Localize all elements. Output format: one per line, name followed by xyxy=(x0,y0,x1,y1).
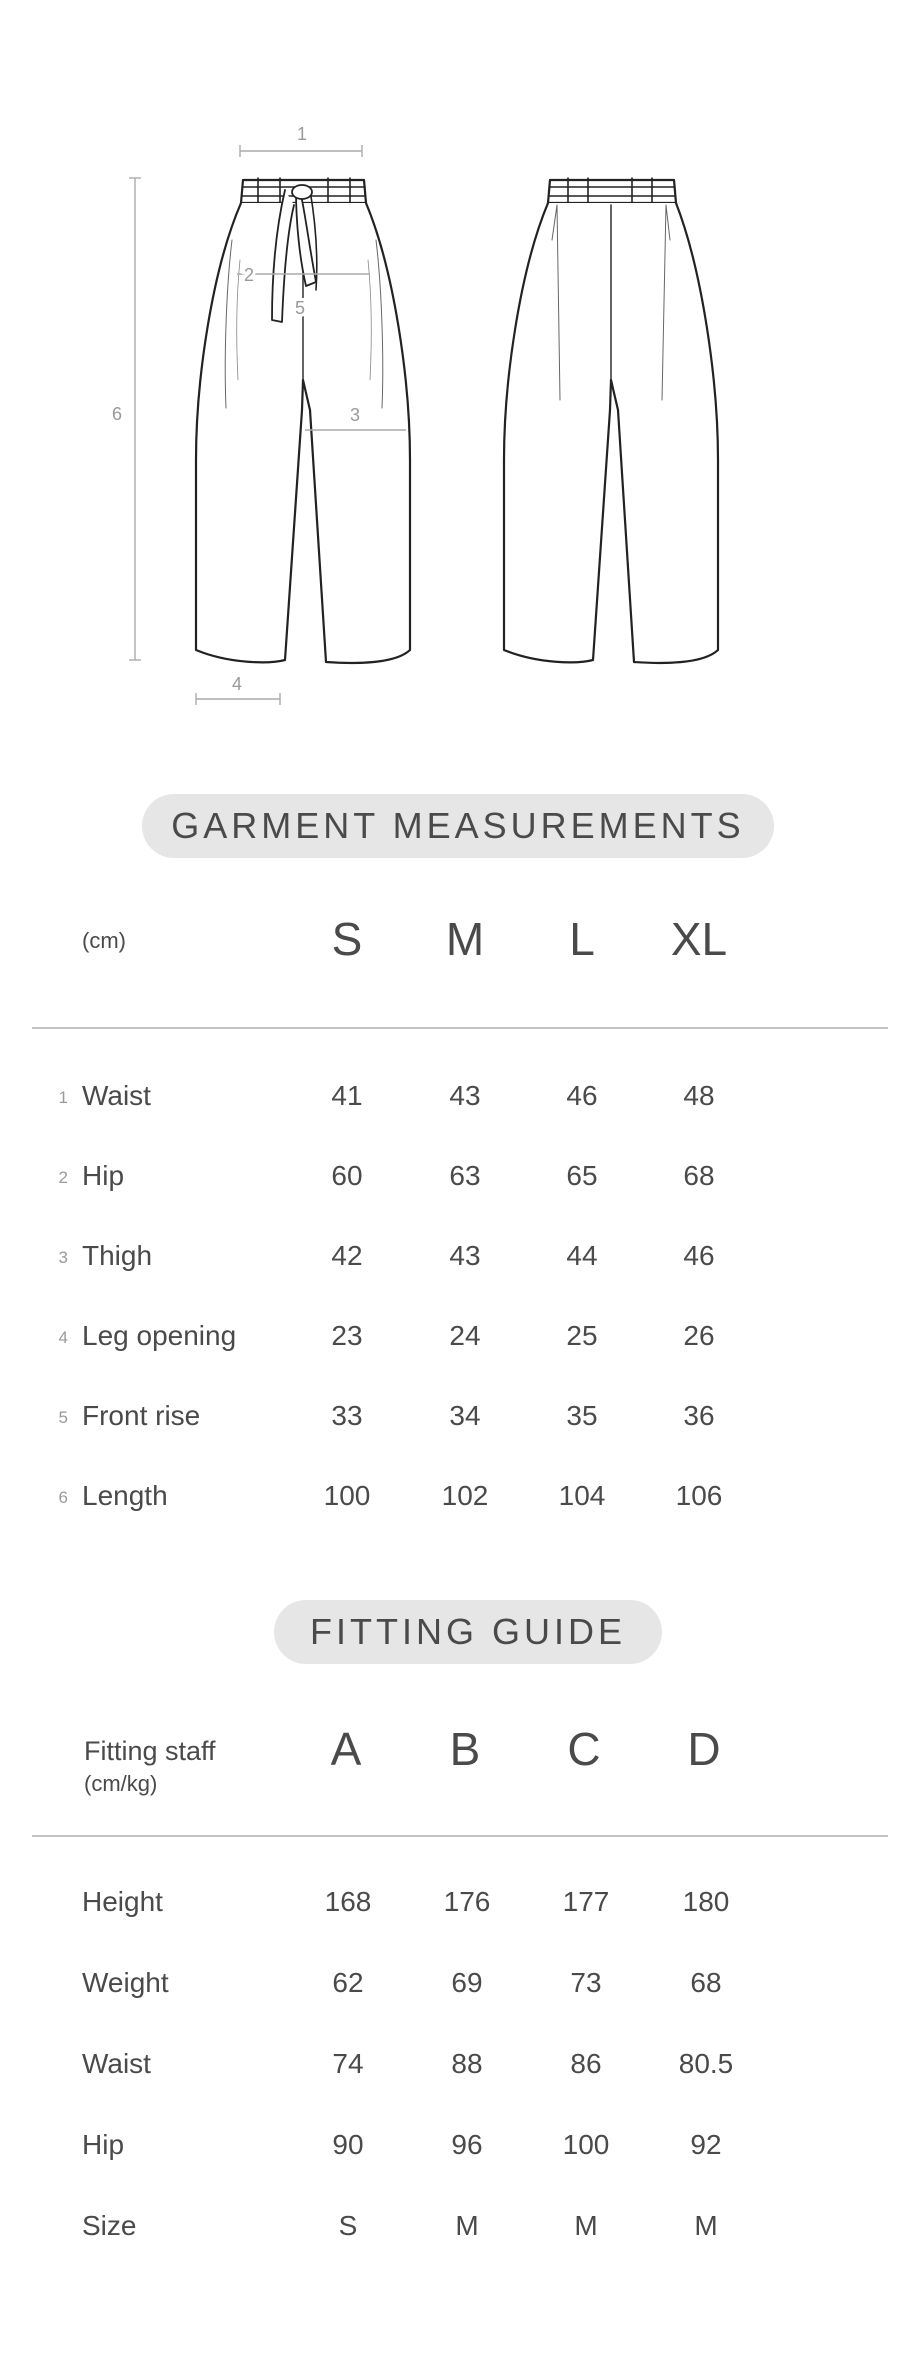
measurement-value: 35 xyxy=(566,1400,598,1431)
garment-row xyxy=(0,1074,917,1134)
fitting-label: Size xyxy=(82,2210,137,2241)
measurement-value: 43 xyxy=(449,1080,481,1111)
fitting-value: 177 xyxy=(562,1886,610,1917)
fitting-unit-label-line2: (cm/kg) xyxy=(84,1771,158,1796)
fitting-value: 68 xyxy=(690,1967,722,1998)
staff-header-c: C xyxy=(567,1723,601,1775)
fitting-value: 180 xyxy=(682,1886,730,1917)
measurement-value: 41 xyxy=(331,1080,363,1111)
measurement-value: 43 xyxy=(449,1240,481,1271)
measurement-number: 6 xyxy=(58,1488,68,1507)
measurement-label: Leg opening xyxy=(82,1320,237,1351)
measurement-value: 65 xyxy=(566,1160,598,1191)
measurement-value: 42 xyxy=(331,1240,363,1271)
measurement-value: 68 xyxy=(683,1160,715,1191)
staff-header-a: A xyxy=(330,1723,362,1775)
pants-back-view xyxy=(504,178,718,663)
fitting-row xyxy=(0,1961,917,2021)
fitting-divider xyxy=(32,1835,888,1837)
fitting-value: M xyxy=(694,2210,718,2241)
garment-row xyxy=(0,1474,917,1534)
measurement-value: 104 xyxy=(558,1480,606,1511)
measurement-label: Front rise xyxy=(82,1400,201,1431)
measurement-value: 33 xyxy=(331,1400,363,1431)
fitting-label: Weight xyxy=(82,1967,169,1998)
fitting-value: 80.5 xyxy=(678,2048,734,2079)
fitting-value: 62 xyxy=(332,1967,364,1998)
fitting-value: 100 xyxy=(562,2129,610,2160)
measurement-value: 63 xyxy=(449,1160,481,1191)
measurement-value: 25 xyxy=(566,1320,598,1351)
dimension-label-2: 2 xyxy=(243,265,255,285)
fitting-label: Height xyxy=(82,1886,163,1917)
measurement-value: 44 xyxy=(566,1240,598,1271)
measurement-label: Waist xyxy=(82,1080,151,1111)
measurement-value: 36 xyxy=(683,1400,715,1431)
measurement-label: Thigh xyxy=(82,1240,153,1271)
measurement-value: 60 xyxy=(331,1160,363,1191)
pants-front-view xyxy=(196,178,410,663)
dimension-label-5: 5 xyxy=(294,298,306,318)
staff-header-b: B xyxy=(449,1723,481,1775)
measurement-value: 34 xyxy=(449,1400,481,1431)
pants-diagram xyxy=(0,0,917,740)
garment-unit-label: (cm) xyxy=(82,928,126,953)
measurement-value: 100 xyxy=(323,1480,371,1511)
measurement-number: 5 xyxy=(58,1408,68,1427)
fitting-unit-label-line1: Fitting staff xyxy=(84,1736,216,1766)
staff-header-d: D xyxy=(687,1723,721,1775)
fitting-label: Waist xyxy=(82,2048,151,2079)
measurement-value: 46 xyxy=(566,1080,598,1111)
measurement-label: Hip xyxy=(82,1160,125,1191)
measurement-value: 24 xyxy=(449,1320,481,1351)
fitting-value: 73 xyxy=(570,1967,602,1998)
fitting-value: 88 xyxy=(451,2048,483,2079)
fitting-value: M xyxy=(574,2210,598,2241)
dimension-label-4: 4 xyxy=(231,674,243,694)
fitting-value: 96 xyxy=(451,2129,483,2160)
fitting-row xyxy=(0,1880,917,1940)
garment-row xyxy=(0,1234,917,1294)
garment-measurements-title: GARMENT MEASUREMENTS xyxy=(142,794,774,858)
size-header-s: S xyxy=(331,913,363,965)
size-header-m: M xyxy=(445,913,485,965)
fitting-label: Hip xyxy=(82,2129,125,2160)
fitting-row xyxy=(0,2042,917,2102)
garment-row xyxy=(0,1154,917,1214)
fitting-value: 74 xyxy=(332,2048,364,2079)
dimension-label-3: 3 xyxy=(349,405,361,425)
measurement-label: Length xyxy=(82,1480,168,1511)
fitting-value: 90 xyxy=(332,2129,364,2160)
garment-row xyxy=(0,1394,917,1454)
fitting-row xyxy=(0,2123,917,2183)
fitting-value: M xyxy=(455,2210,479,2241)
size-header-xl: XL xyxy=(670,913,728,965)
fitting-value: 92 xyxy=(690,2129,722,2160)
measurement-number: 3 xyxy=(58,1248,68,1267)
fitting-value: 86 xyxy=(570,2048,602,2079)
fitting-value: 168 xyxy=(324,1886,372,1917)
measurement-value: 23 xyxy=(331,1320,363,1351)
garment-row xyxy=(0,1314,917,1374)
fitting-value: 69 xyxy=(451,1967,483,1998)
measurement-number: 2 xyxy=(58,1168,68,1187)
fitting-value: S xyxy=(338,2210,358,2241)
measurement-value: 106 xyxy=(675,1480,723,1511)
size-header-l: L xyxy=(569,913,595,965)
fitting-guide-title: FITTING GUIDE xyxy=(274,1600,662,1664)
dimension-label-1: 1 xyxy=(296,124,308,144)
measurement-value: 46 xyxy=(683,1240,715,1271)
fitting-value: 176 xyxy=(443,1886,491,1917)
dimension-label-6: 6 xyxy=(111,404,123,424)
garment-divider xyxy=(32,1027,888,1029)
measurement-number: 4 xyxy=(58,1328,68,1347)
measurement-number: 1 xyxy=(58,1088,68,1107)
measurement-value: 102 xyxy=(441,1480,489,1511)
measurement-value: 26 xyxy=(683,1320,715,1351)
measurement-value: 48 xyxy=(683,1080,715,1111)
fitting-row xyxy=(0,2204,917,2264)
